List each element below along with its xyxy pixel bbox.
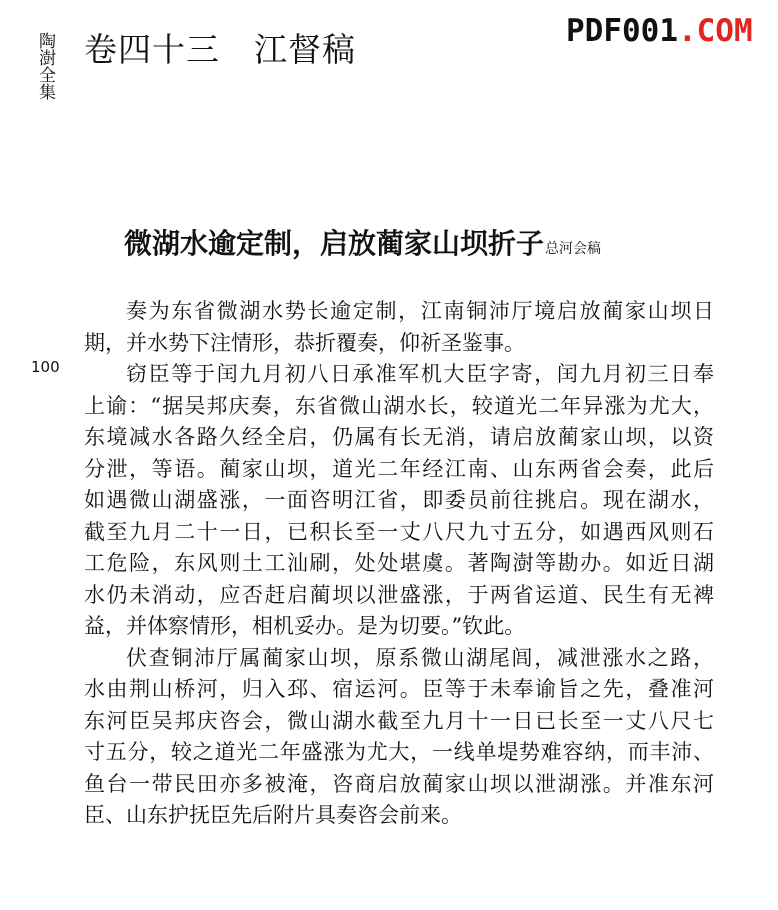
- body-line: 东境减水各路久经全启，仍属有长无消，请启放蔺家山坝，以资: [84, 425, 714, 449]
- body-line: 窃臣等于闰九月初八日承准军机大臣字寄，闰九月初三日奉: [126, 362, 714, 386]
- body-line: 分泄，等语。蔺家山坝，道光二年经江南、山东两省会奏，此后: [84, 456, 714, 481]
- body-line: 臣、山东护抚臣先后附片具奏咨会前来。: [84, 803, 462, 827]
- watermark-text-red: .COM: [677, 13, 753, 49]
- book-series-title: 陶澍全集: [35, 32, 55, 100]
- chapter-title: 卷四十三 江督稿: [84, 30, 356, 69]
- body-line: 工危险，东风则土工汕刷，处处堪虞。著陶澍等勘办。如近日湖: [84, 551, 714, 575]
- body-line: 寸五分，较之道光二年盛涨为尤大，一线单堤势难容纳，而丰沛、: [84, 740, 714, 764]
- page-number: 100: [31, 358, 60, 376]
- article-title-text: 微湖水逾定制，启放蔺家山坝折子: [124, 227, 545, 260]
- article-subtitle: 总河会稿: [545, 241, 602, 257]
- article-title: [124, 226, 601, 267]
- body-line: 期，并水势下注情形，恭折覆奏，仰祈圣鉴事。: [84, 330, 525, 355]
- body-line: 奏为东省微湖水势长逾定制，江南铜沛厅境启放蔺家山坝日: [126, 299, 714, 323]
- watermark: [566, 10, 753, 52]
- body-text: [84, 296, 714, 832]
- body-line: 鱼台一带民田亦多被淹，咨商启放蔺家山坝以泄湖涨。并准东河: [84, 771, 714, 796]
- body-line: 上谕：“据吴邦庆奏，东省微山湖水长，较道光二年异涨为尤大，: [84, 393, 714, 418]
- body-line: 益，并体察情形，相机妥办。是为切要。”钦此。: [84, 614, 526, 638]
- body-line: 东河臣吴邦庆咨会，微山湖水截至九月十一日已长至一丈八尺七: [84, 708, 714, 733]
- body-line: 水由荆山桥河，归入邳、宿运河。臣等于未奉谕旨之先，叠准河: [84, 677, 714, 701]
- body-line: 伏查铜沛厅属蔺家山坝，原系微山湖尾闾，减泄涨水之路，: [126, 645, 714, 670]
- body-line: 如遇微山湖盛涨，一面咨明江省，即委员前往挑启。现在湖水，: [84, 488, 714, 512]
- watermark-text-black: PDF001: [566, 13, 678, 49]
- body-line: 水仍未消动，应否赶启蔺坝以泄盛涨，于两省运道、民生有无裨: [84, 582, 714, 607]
- body-line: 截至九月二十一日，已积长至一丈八尺九寸五分，如遇西风则石: [84, 519, 714, 544]
